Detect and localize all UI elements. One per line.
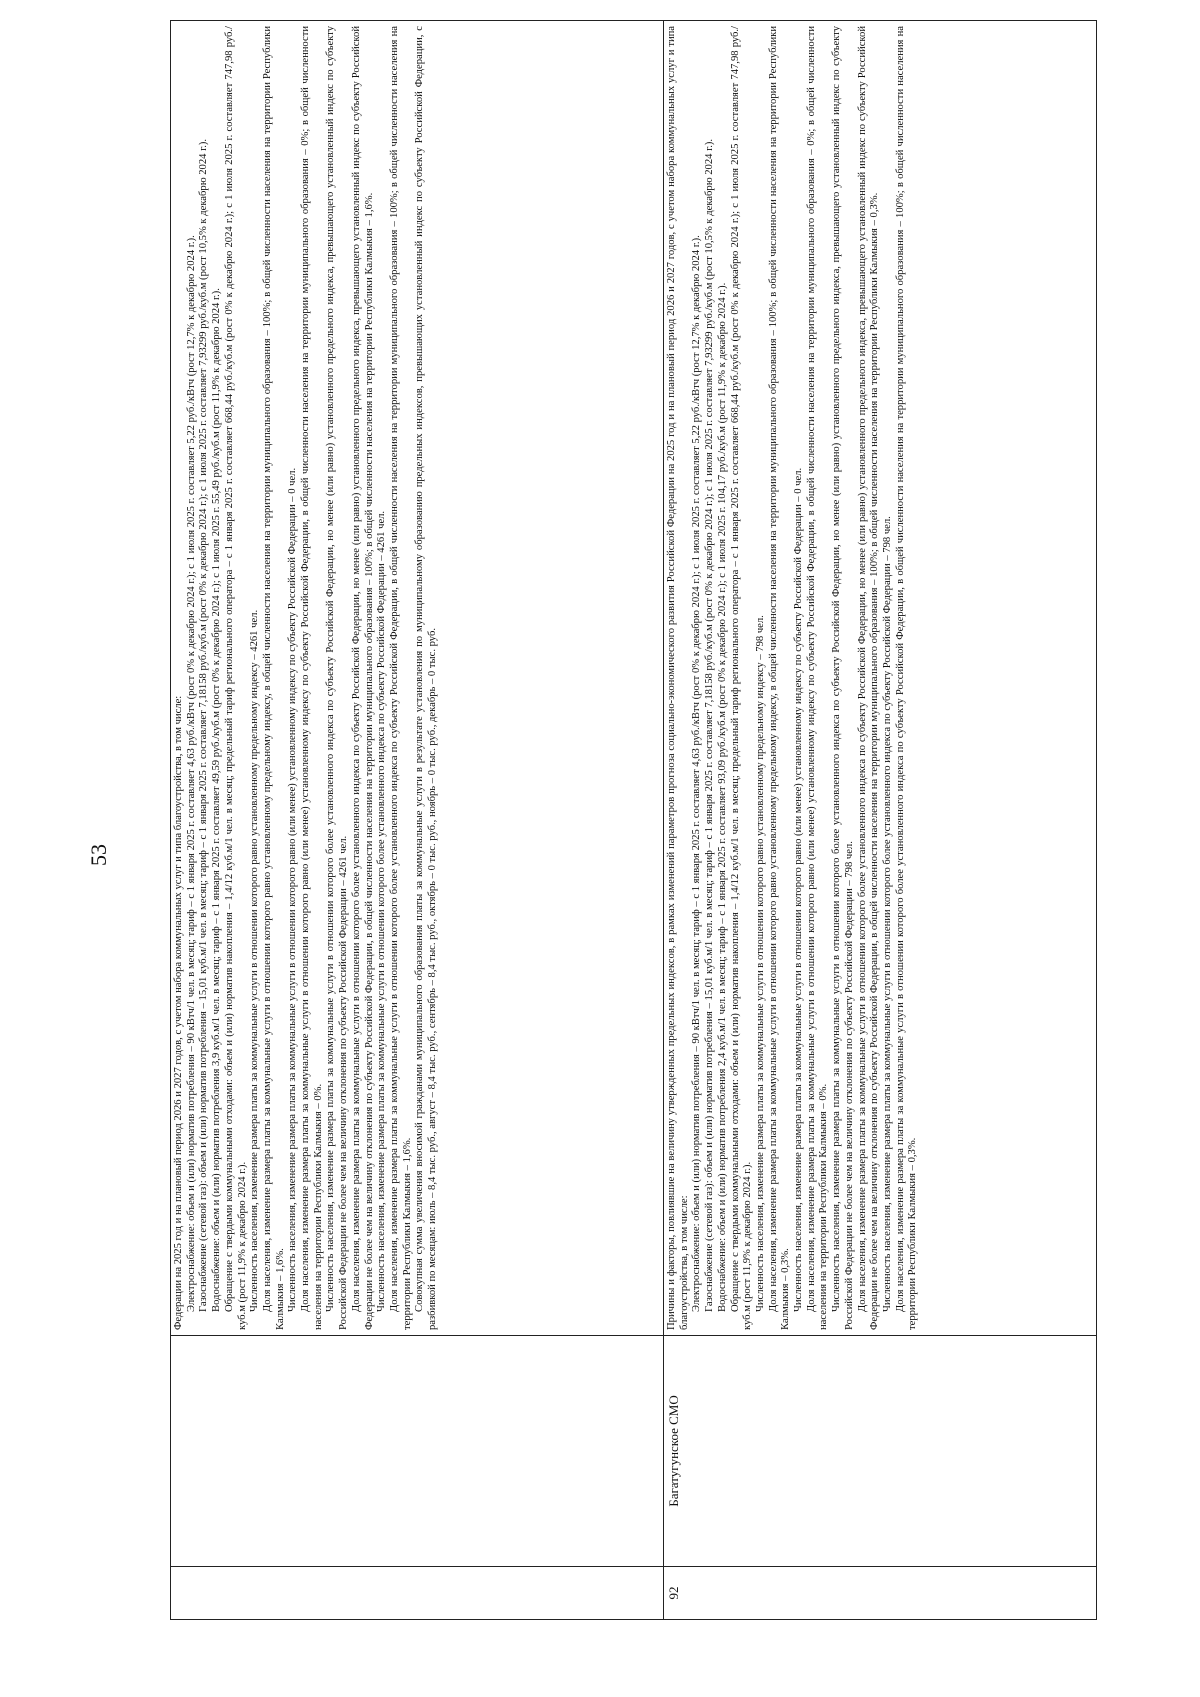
paragraph: Газоснабжение (сетевой газ): объем и (или) норматив потребления – 15,01 куб.м/1 чел. в месяц; тариф – с 1 января 2025 г. составляет 7,18158 руб./куб.м (рост 0% к декабрю 2024 г.); с 1 июля 2025 г. составляет 7,93299 руб./куб.м (рост 10,5% к декабрю 2024 г.). — [198, 138, 210, 1312]
paragraph: Численность населения, изменение размера платы за коммунальные услуги в отношении которого равно установленному предельному индексу – 4261 чел. — [249, 609, 261, 1312]
paragraph: Доля населения, изменение размера платы за коммунальные услуги в отношении которого более установленного индекса по субъекту Российской Федерации, в общей численности населения на территории муниципального образования – 100%; в общей численности населения на территории Республики Калмыкия – 1,6%. — [388, 26, 413, 1330]
paragraph: Совокупная сумма увеличения вносимой гражданами муниципального образования платы за коммунальные услуги в результате установления по муниципальному образованию предельных индексов, превышающих установленный индекс по субъекту Российской Федерации, с разбивкой по месяцам: июль – 8,4 тыс. руб., август – 8,4 тыс. руб., сентябрь – 8,4 тыс. руб., октябрь – 0 тыс. руб., ноябрь – 0 тыс. руб., декабрь – 0 тыс. руб. — [414, 26, 439, 1330]
paragraph: Численность населения, изменение размера платы за коммунальные услуги в отношении которого равно установленному предельному индексу – 798 чел. — [754, 615, 766, 1312]
paragraph: Обращение с твердыми коммунальными отходами: объем и (или) норматив накопления – 1,4/12 куб.м/1 чел. в месяц; предельный тариф регионального оператора – с 1 января 2025 г. составляет 668,44 руб./куб.м (рост 0% к декабрю 2024 г.); с 1 июля 2025 г. составляет 747,98 руб./куб.м (рост 11,9% к декабрю 2024 г.). — [223, 26, 248, 1330]
document-table-wrapper — [170, 20, 1090, 1620]
paragraph: Доля населения, изменение размера платы за коммунальные услуги в отношении которого равно (или менее) установленному индексу по субъекту Российской Федерации, в общей численности населения на территории муниципального образования – 0%; в общей численности населения на территории Республики Калмыкия – 0%. — [805, 26, 830, 1330]
paragraph: Численность населения, изменение размера платы за коммунальные услуги в отношении которого более установленного индекса по субъекту Российской Федерации, но менее (или равно) установленного предельного индекса, превышающего установленный индекс по субъекту Российской Федерации не более чем на величину отклонения по субъекту Российской Федерации – 798 чел. — [831, 26, 855, 1330]
table-row — [171, 21, 664, 1620]
paragraph: Численность населения, изменение размера платы за коммунальные услуги в отношении которого равно (или менее) установленному индексу по субъекту Российской Федерации – 0 чел. — [793, 467, 805, 1312]
paragraph: Водоснабжение: объем и (или) норматив потребления 2,4 куб.м/1 чел. в месяц; тариф – с 1 января 2025 г. составляет 93,09 руб./куб.м (рост 0% к декабрю 2024 г.); с 1 июля 2025 г. 104,17 руб./куб.м (рост 11,9% к декабрю 2024 г.). — [716, 282, 728, 1312]
paragraph: Численность населения, изменение размера платы за коммунальные услуги в отношении которого более установленного индекса по субъекту Российской Федерации, но менее (или равно) установленного предельного индекса, превышающего установленный индекс по субъекту Российской Федерации не более чем на величину отклонения по субъекту Российской Федерации – 4261 чел. — [325, 26, 350, 1330]
description-cell — [171, 21, 664, 1336]
row-number-cell — [171, 1567, 664, 1620]
paragraph: Численность населения, изменение размера платы за коммунальные услуги в отношении которого равно (или менее) установленному индексу по субъекту Российской Федерации – 0 чел. — [287, 467, 299, 1312]
paragraph: Доля населения, изменение размера платы за коммунальные услуги в отношении которого более установленного индекса по субъекту Российской Федерации, но менее (или равно) установленного предельного индекса, превышающего установленный индекс по субъекту Российской Федерации не более чем на величину отклонения по субъекту Российской Федерации, в общей численности населения на территории муниципального образования – 100%; в общей численности населения на территории Республики Калмыкия – 0,3%. — [856, 26, 881, 1330]
table-row — [664, 21, 1097, 1620]
row-number-cell: 92 — [664, 1567, 1097, 1620]
description-cell — [664, 21, 1097, 1336]
paragraph: Обращение с твердыми коммунальными отходами: объем и (или) норматив накопления – 1,4/12 куб.м/1 чел. в месяц; предельный тариф регионального оператора – с 1 января 2025 г. составляет 668,44 руб./куб.м (рост 0% к декабрю 2024 г.); с 1 июля 2025 г. составляет 747,98 руб./куб.м (рост 11,9% к декабрю 2024 г.). — [729, 26, 754, 1330]
paragraph: Федерации на 2025 год и на плановый период 2026 и 2027 годов, с учетом набора коммунальных услуг и типа благоустройства, в том числе: — [173, 695, 184, 1330]
municipality-name-cell: Багатугунское СМО — [664, 1336, 1097, 1567]
document-table — [170, 20, 1097, 1620]
paragraph: Доля населения, изменение размера платы за коммунальные услуги в отношении которого более установленного индекса по субъекту Российской Федерации, но менее (или равно) установленного предельного индекса, превышающего установленный индекс по субъекту Российской Федерации не более чем на величину отклонения по субъекту Российской Федерации, в общей численности населения на территории муниципального образования – 100%; в общей численности населения на территории Республики Калмыкия – 1,6%. — [350, 26, 375, 1330]
paragraph: Электроснабжение: объем и (или) норматив потребления – 90 кВтч/1 чел. в месяц; тариф – с 1 января 2025 г. составляет 4,63 руб./кВтч (рост 0% к декабрю 2024 г.); с 1 июля 2025 г. составляет 5,22 руб./кВтч (рост 12,7% к декабрю 2024 г.). — [185, 235, 197, 1312]
page-number: 53 — [86, 844, 111, 866]
paragraph: Доля населения, изменение размера платы за коммунальные услуги в отношении которого равно установленному предельному индексу, в общей численности населения на территории муниципального образования – 100%; в общей численности населения на территории Республики Калмыкия – 0,3%. — [767, 26, 792, 1330]
paragraph: Газоснабжение (сетевой газ): объем и (или) норматив потребления – 15,01 куб.м/1 чел. в месяц; тариф – с 1 января 2025 г. составляет 7,18158 руб./куб.м (рост 0% к декабрю 2024 г.); с 1 июля 2025 г. составляет 7,93299 руб./куб.м (рост 10,5% к декабрю 2024 г.). — [704, 138, 716, 1312]
paragraph: Водоснабжение: объем и (или) норматив потребления 3,9 куб.м/1 чел. в месяц; тариф – с 1 января 2025 г. составляет 49,59 руб./куб.м (рост 0% к декабрю 2024 г.); с 1 июля 2025 г. 55,49 руб./куб.м (рост 11,9% к декабрю 2024 г.). — [211, 288, 223, 1312]
municipality-name-cell — [171, 1336, 664, 1567]
paragraph: Электроснабжение: объем и (или) норматив потребления – 90 кВтч/1 чел. в месяц; тариф – с 1 января 2025 г. составляет 4,63 руб./кВтч (рост 0% к декабрю 2024 г.); с 1 июля 2025 г. составляет 5,22 руб./кВтч (рост 12,7% к декабрю 2024 г.). — [691, 235, 703, 1312]
paragraph: Численность населения, изменение размера платы за коммунальные услуги в отношении которого более установленного индекса по субъекту Российской Федерации – 798 чел. — [881, 516, 893, 1312]
paragraph: Причины и факторы, повлиявшие на величину утвержденных предельных индексов, в рамках изменений параметров прогноза социально-экономического развития Российской Федерации на 2025 год и на плановый период 2026 и 2027 годов, с учетом набора коммунальных услуг и типа благоустройства, в том числе: — [666, 26, 690, 1330]
paragraph: Доля населения, изменение размера платы за коммунальные услуги в отношении которого равно (или менее) установленному индексу по субъекту Российской Федерации, в общей численности населения на территории муниципального образования – 0%; в общей численности населения на территории Республики Калмыкия – 0%. — [300, 26, 324, 1330]
paragraph: Численность населения, изменение размера платы за коммунальные услуги в отношении которого более установленного индекса по субъекту Российской Федерации – 4261 чел. — [376, 510, 388, 1312]
paragraph: Доля населения, изменение размера платы за коммунальные услуги в отношении которого более установленного индекса по субъекту Российской Федерации, в общей численности населения на территории муниципального образования – 100%; в общей численности населения на территории Республики Калмыкия – 0,3%. — [894, 26, 919, 1330]
paragraph: Доля населения, изменение размера платы за коммунальные услуги в отношении которого равно установленному предельному индексу, в общей численности населения на территории муниципального образования – 100%; в общей численности населения на территории Республики Калмыкия – 1,6%. — [261, 26, 286, 1330]
